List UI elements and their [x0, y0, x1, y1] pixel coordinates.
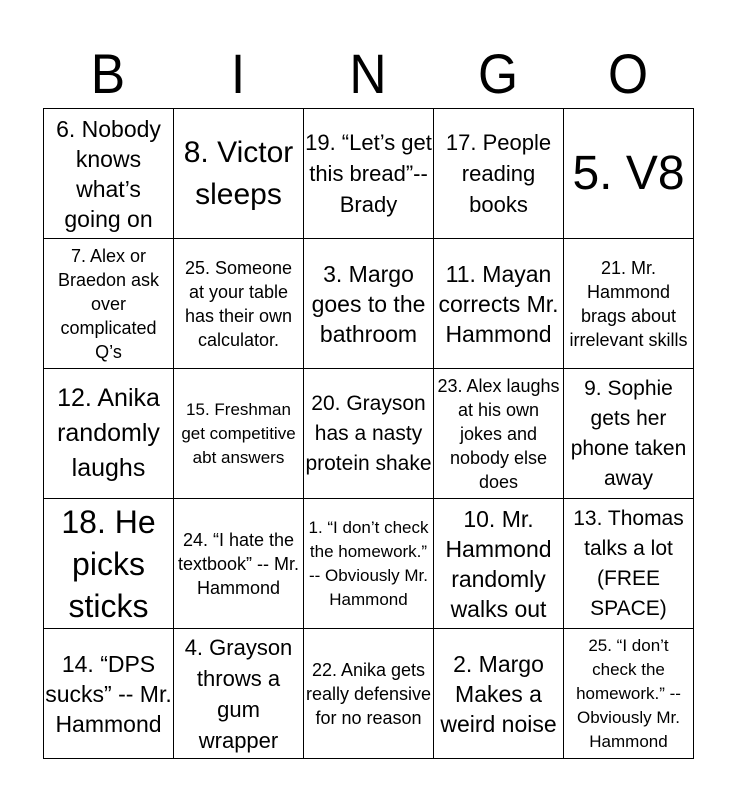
- bingo-grid: [43, 108, 694, 759]
- bingo-cell[interactable]: 18. He picks sticks: [44, 499, 174, 629]
- header-letter-i: I: [230, 42, 246, 105]
- bingo-cell[interactable]: 22. Anika gets really defensive for no reason: [304, 629, 434, 759]
- bingo-cell[interactable]: 21. Mr. Hammond brags about irrelevant skills: [564, 239, 694, 369]
- bingo-cell[interactable]: 2. Margo Makes a weird noise: [434, 629, 564, 759]
- bingo-cell[interactable]: 23. Alex laughs at his own jokes and nobody else does: [434, 369, 564, 499]
- bingo-cell[interactable]: 6. Nobody knows what’s going on: [44, 109, 174, 239]
- header-letter-o: O: [607, 42, 649, 105]
- bingo-cell[interactable]: 8. Victor sleeps: [174, 109, 304, 239]
- header-letter-g: G: [477, 42, 519, 105]
- bingo-cell[interactable]: 15. Freshman get competitive abt answers: [174, 369, 304, 499]
- bingo-cell[interactable]: 3. Margo goes to the bathroom: [304, 239, 434, 369]
- bingo-cell[interactable]: 24. “I hate the textbook” -- Mr. Hammond: [174, 499, 304, 629]
- bingo-cell[interactable]: 9. Sophie gets her phone taken away: [564, 369, 694, 499]
- bingo-cell[interactable]: 17. People reading books: [434, 109, 564, 239]
- bingo-cell[interactable]: 10. Mr. Hammond randomly walks out: [434, 499, 564, 629]
- grid-row: [44, 499, 694, 629]
- bingo-cell[interactable]: 1. “I don’t check the homework.” -- Obviously Mr. Hammond: [304, 499, 434, 629]
- bingo-cell[interactable]: 7. Alex or Braedon ask over complicated Q’s: [44, 239, 174, 369]
- header-letter-b: B: [90, 42, 126, 105]
- grid-row: [44, 239, 694, 369]
- bingo-cell[interactable]: 5. V8: [564, 109, 694, 239]
- bingo-cell[interactable]: 12. Anika randomly laughs: [44, 369, 174, 499]
- bingo-cell[interactable]: 14. “DPS sucks” -- Mr. Hammond: [44, 629, 174, 759]
- bingo-cell[interactable]: 4. Grayson throws a gum wrapper: [174, 629, 304, 759]
- bingo-cell[interactable]: 20. Grayson has a nasty protein shake: [304, 369, 434, 499]
- header-letter-n: N: [349, 42, 387, 105]
- grid-row: [44, 109, 694, 239]
- bingo-cell[interactable]: 19. “Let’s get this bread”-- Brady: [304, 109, 434, 239]
- grid-row: [44, 369, 694, 499]
- bingo-header: [43, 40, 693, 108]
- bingo-cell[interactable]: 11. Mayan corrects Mr. Hammond: [434, 239, 564, 369]
- bingo-cell[interactable]: 13. Thomas talks a lot (FREE SPACE): [564, 499, 694, 629]
- bingo-cell[interactable]: 25. Someone at your table has their own calculator.: [174, 239, 304, 369]
- grid-row: [44, 629, 694, 759]
- bingo-cell[interactable]: 25. “I don’t check the homework.” -- Obviously Mr. Hammond: [564, 629, 694, 759]
